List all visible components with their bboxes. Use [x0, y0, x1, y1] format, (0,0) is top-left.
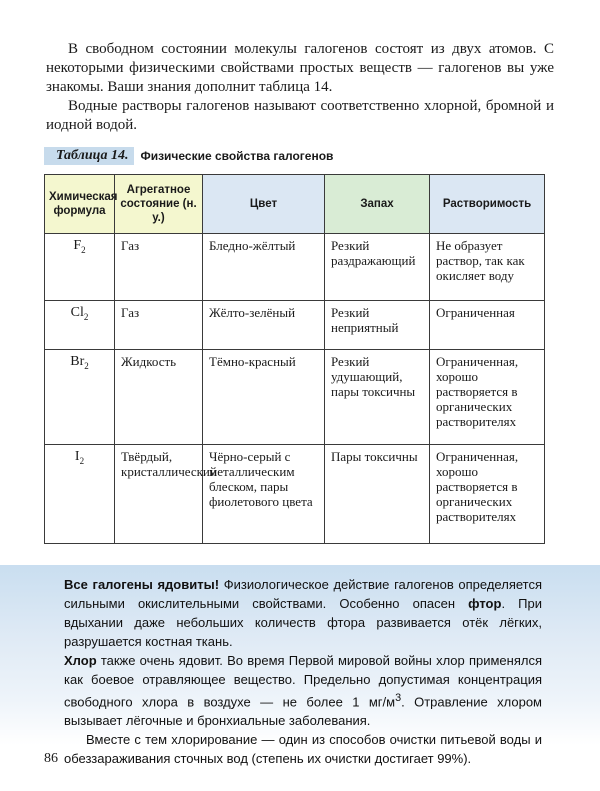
header-smell: Запах	[325, 175, 430, 234]
color-cell: Жёлто-зелёный	[203, 301, 325, 350]
info-text-span: . При вдыхании даже небольших количеств фтора развивается отёк лёгких, разрушается костная ткань.	[64, 596, 542, 649]
intro-text	[46, 40, 554, 135]
table-row	[45, 445, 545, 544]
intro-paragraph-2: Водные растворы галогенов называют соответственно хлорной, бромной и иодной водой.	[46, 98, 554, 133]
info-emphasis: Хлор	[64, 653, 97, 668]
solubility-cell: Не образует раствор, так как окисляет воду	[430, 234, 545, 301]
table-header-row	[45, 175, 545, 234]
smell-cell: Резкий удушающий, пары токсичны	[325, 350, 430, 445]
table-row	[45, 350, 545, 445]
formula-cell	[45, 350, 115, 445]
color-cell: Бледно-жёлтый	[203, 234, 325, 301]
table-row	[45, 234, 545, 301]
formula-subscript: 2	[79, 455, 85, 466]
state-cell: Твёрдый, кристаллический	[115, 445, 203, 544]
info-text-span: также очень ядовит. Во время Первой мировой войны хлор применялся как боевое отравляющее вещество. Предельно допустимая концентрация свободного хлора в воздухе — не более 1 мг/м	[64, 653, 542, 710]
table-row	[45, 301, 545, 350]
solubility-cell: Ограниченная	[430, 301, 545, 350]
formula-cell	[45, 301, 115, 350]
solubility-cell: Ограниченная, хорошо растворяется в органических растворителях	[430, 350, 545, 445]
color-cell: Тёмно-красный	[203, 350, 325, 445]
info-paragraph-1	[64, 575, 542, 651]
header-formula: Химическая формула	[45, 175, 115, 234]
header-color: Цвет	[203, 175, 325, 234]
formula-element: Cl	[70, 305, 84, 320]
info-emphasis: Все галогены ядовиты!	[64, 577, 220, 592]
formula-subscript: 2	[84, 360, 89, 371]
formula-subscript: 2	[83, 311, 89, 322]
color-cell: Чёрно-серый с металлическим блеском, пары фиолетового цвета	[203, 445, 325, 544]
smell-cell: Пары токсичны	[325, 445, 430, 544]
intro-paragraph-1: В свободном состоянии молекулы галогенов состоят из двух атомов. С некоторыми физическими свойствами простых веществ — галогенов вы уже знакомы. Ваши знания дополнит таблица 14.	[46, 41, 554, 95]
state-cell: Газ	[115, 301, 203, 350]
formula-element: F	[73, 238, 82, 253]
smell-cell: Резкий неприятный	[325, 301, 430, 350]
header-state: Агрегатное состояние (н. у.)	[115, 175, 203, 234]
halogen-properties-table	[44, 174, 545, 544]
formula-element: I	[74, 449, 80, 464]
info-superscript: 3	[395, 692, 402, 704]
formula-cell	[45, 234, 115, 301]
state-cell: Жидкость	[115, 350, 203, 445]
table-title: Физические свойства галогенов	[140, 149, 334, 163]
info-text-span: Физиологическое действие галогенов определяется сильными окислительными свойствами. Особенно опасен	[64, 577, 543, 611]
safety-info-box	[64, 575, 542, 768]
info-paragraph-3: Вместе с тем хлорирование — один из способов очистки питьевой воды и обеззараживания сточных вод (степень их очистки достигает 99%).	[64, 732, 542, 767]
info-emphasis: фтор	[468, 596, 502, 611]
formula-element: Br	[70, 354, 85, 369]
smell-cell: Резкий раздражающий	[325, 234, 430, 301]
state-cell: Газ	[115, 234, 203, 301]
page-number: 86	[44, 751, 58, 766]
formula-cell	[45, 445, 115, 544]
formula-subscript: 2	[81, 244, 86, 255]
header-solubility: Растворимость	[430, 175, 545, 234]
info-text-span: . Отравление хлором вызывает лёгочные и бронхиальные заболевания.	[64, 694, 542, 729]
table-caption	[44, 146, 333, 166]
table-number-label: Таблица 14.	[44, 147, 134, 165]
info-paragraph-2	[64, 651, 542, 730]
solubility-cell: Ограниченная, хорошо растворяется в органических растворителях	[430, 445, 545, 544]
